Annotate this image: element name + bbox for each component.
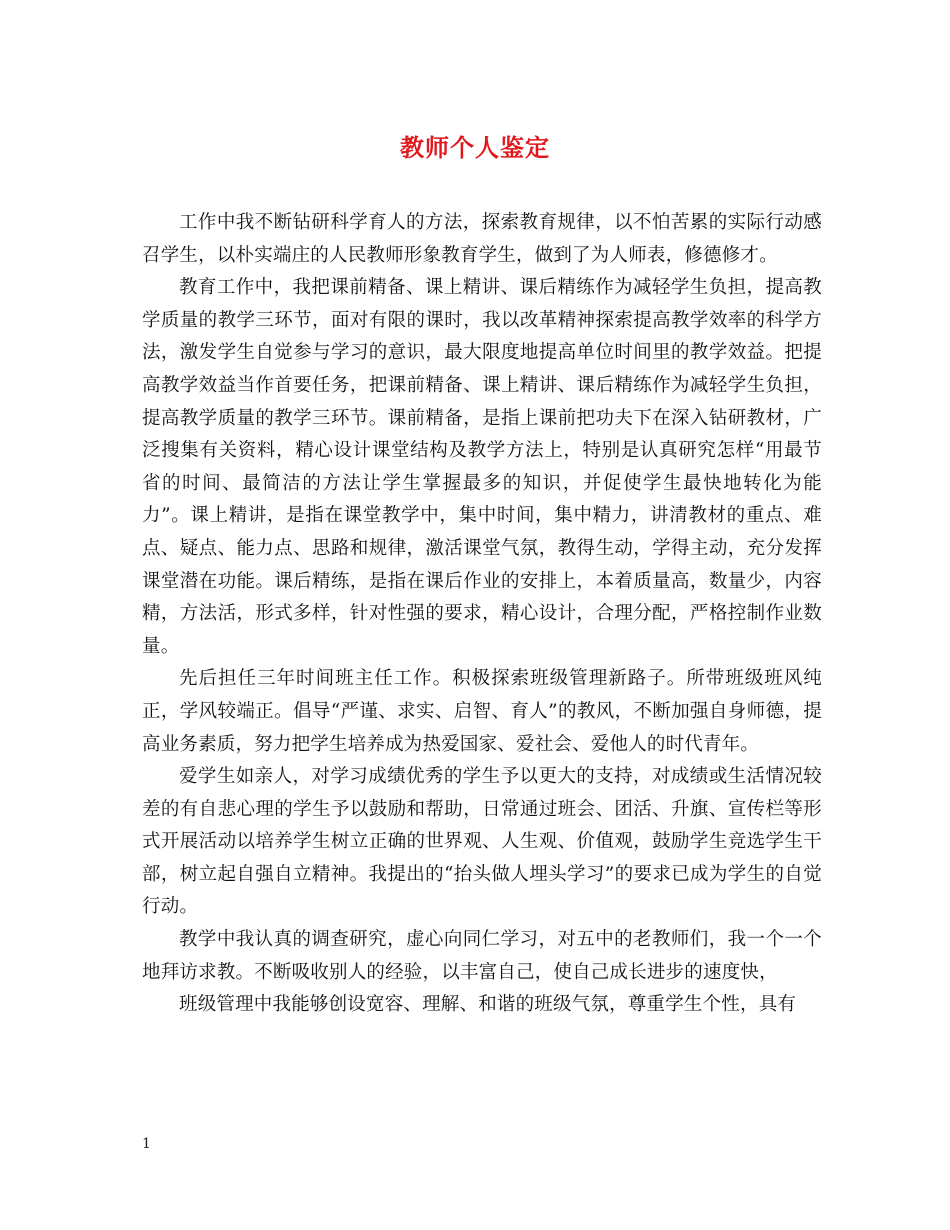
paragraph-6: 班级管理中我能够创设宽容、理解、和谐的班级气氛，尊重学生个性，具有 — [179, 994, 797, 1016]
page-number: 1 — [142, 1136, 151, 1152]
paragraph-1: 工作中我不断钻研科学育人的方法，探索教育规律，以不怕苦累的实际行动感召学生，以朴实端庄的人民教师形象教育学生，做到了为人师表，修德修才。 — [142, 212, 822, 266]
paragraph-2: 教育工作中，我把课前精备、课上精讲、课后精练作为减轻学生负担，提高教学质量的教学三环节，面对有限的课时，我以改革精神探索提高教学效率的科学方法，激发学生自觉参与学习的意识，最大限度地提高单位时间里的教学效益。把提高教学效益当作首要任务，把课前精备、课上精讲、课后精练作为减轻学生负担，提高教学质量的教学三环节。课前精备，是指上课前把功夫下在深入钻研教材，广泛搜集有关资料，精心设计课堂结构及教学方法上，特别是认真研究怎样“用最节省的时间、最简洁的方法让学生掌握最多的知识，并促使学生最快地转化为能力”。课上精讲，是指在课堂教学中，集中时间，集中精力，讲清教材的重点、难点、疑点、能力点、思路和规律，激活课堂气氛，教得生动，学得主动，充分发挥课堂潜在功能。课后精练，是指在课后作业的安排上，本着质量高，数量少，内容精，方法活，形式多样，针对性强的要求，精心设计，合理分配，严格控制作业数量。 — [142, 277, 822, 657]
document-title: 教师个人鉴定 — [400, 133, 550, 162]
paragraph-4: 爱学生如亲人，对学习成绩优秀的学生予以更大的支持，对成绩或生活情况较差的有自悲心理的学生予以鼓励和帮助，日常通过班会、团活、升旗、宣传栏等形式开展活动以培养学生树立正确的世界观、人生观、价值观，鼓励学生竞选学生干部，树立起自强自立精神。我提出的“抬头做人埋头学习”的要求已成为学生的自觉行动。 — [142, 766, 822, 918]
paragraph-3: 先后担任三年时间班主任工作。积极探索班级管理新路子。所带班级班风纯正，学风较端正。倡导“严谨、求实、启智、育人”的教风，不断加强自身师德，提高业务素质，努力把学生培养成为热爱国家、爱社会、爱他人的时代青年。 — [142, 668, 822, 755]
document-body — [142, 207, 822, 1022]
paragraph-5: 教学中我认真的调查研究，虚心向同仁学习，对五中的老教师们，我一个一个地拜访求教。不断吸收别人的经验，以丰富自己，使自己成长进步的速度快， — [142, 929, 822, 983]
